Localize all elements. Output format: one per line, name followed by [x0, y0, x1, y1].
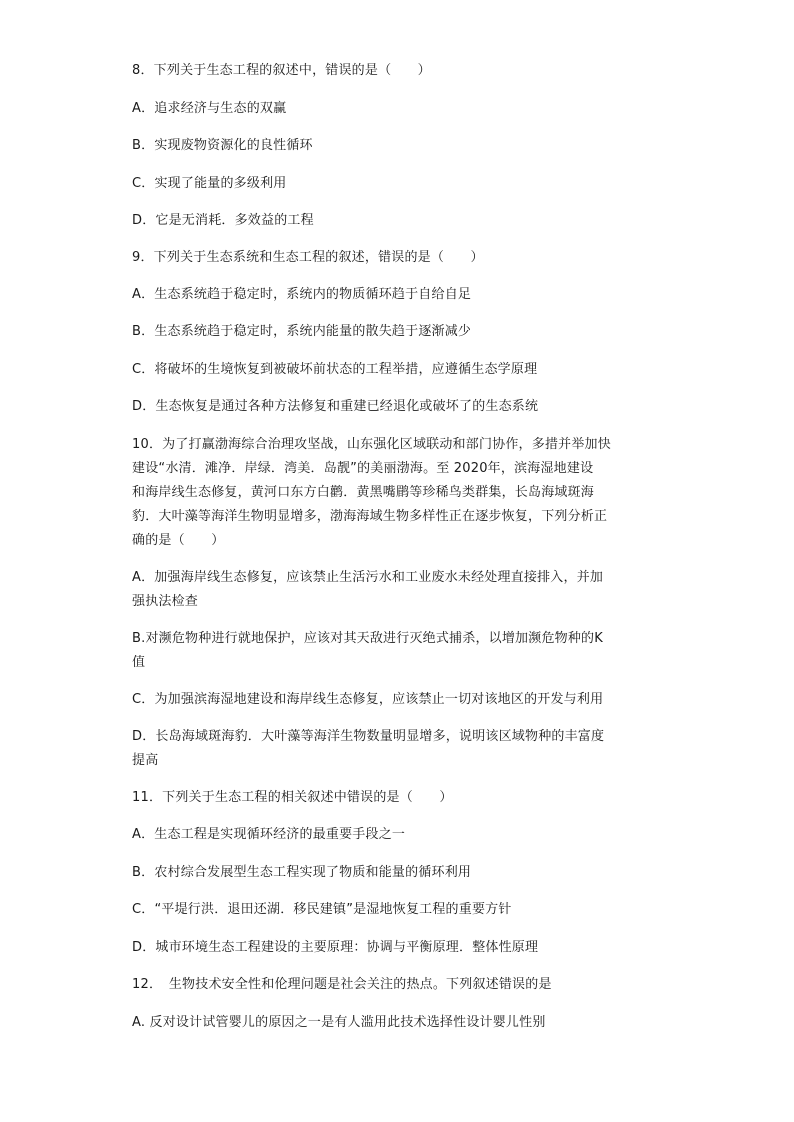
- question-10-stem-line-2: 建设“水清．滩净．岸绿．湾美．岛靓”的美丽渤海。至 2020年，滨海湿地建设: [132, 461, 594, 476]
- question-12-option-a: A. 反对设计试管婴儿的原因之一是有人滥用此技术选择性设计婴儿性别: [132, 1015, 546, 1030]
- question-10-option-d-line-2: 提高: [132, 753, 159, 768]
- question-9-stem: 9．下列关于生态系统和生态工程的叙述，错误的是（ ）: [132, 250, 484, 265]
- question-9-option-d: D．生态恢复是通过各种方法修复和重建已经退化或破坏了的生态系统: [132, 399, 539, 414]
- question-8-option-b: B．实现废物资源化的良性循环: [132, 138, 313, 153]
- question-9-option-b: B．生态系统趋于稳定时，系统内能量的散失趋于逐渐减少: [132, 324, 472, 339]
- question-9-option-a: A．生态系统趋于稳定时，系统内的物质循环趋于自给自足: [132, 287, 472, 302]
- question-10-stem-line-1: 10．为了打赢渤海综合治理攻坚战，山东强化区域联动和部门协作，多措并举加快: [132, 437, 611, 452]
- question-11-option-a: A．生态工程是实现循环经济的最重要手段之一: [132, 827, 406, 842]
- question-10-option-c: C．为加强滨海湿地建设和海岸线生态修复，应该禁止一切对该地区的开发与利用: [132, 692, 604, 707]
- question-10-stem-line-3: 和海岸线生态修复，黄河口东方白鹳．黄黑嘴鹛等珍稀鸟类群集，长岛海域斑海: [132, 485, 595, 500]
- question-10-option-a-line-1: A．加强海岸线生态修复，应该禁止生活污水和工业废水未经处理直接排入，并加: [132, 570, 604, 585]
- question-8-option-c: C．实现了能量的多级利用: [132, 176, 287, 191]
- question-8-option-a: A．追求经济与生态的双赢: [132, 101, 287, 116]
- question-10-option-a-line-2: 强执法检查: [132, 594, 199, 609]
- question-11-stem: 11．下列关于生态工程的相关叙述中错误的是（ ）: [132, 790, 453, 805]
- question-8-option-d: D．它是无消耗．多效益的工程: [132, 213, 314, 228]
- question-9-option-c: C．将破坏的生境恢复到被破坏前状态的工程举措，应遵循生态学原理: [132, 362, 538, 377]
- question-11-option-b: B．农村综合发展型生态工程实现了物质和能量的循环利用: [132, 865, 472, 880]
- question-8-stem: 8．下列关于生态工程的叙述中，错误的是（ ）: [132, 63, 431, 78]
- question-10-option-d-line-1: D．长岛海域斑海豹．大叶藻等海洋生物数量明显增多，说明该区域物种的丰富度: [132, 729, 605, 744]
- question-11-option-d: D．城市环境生态工程建设的主要原理：协调与平衡原理．整体性原理: [132, 940, 539, 955]
- question-10-stem-line-5: 确的是（ ）: [132, 533, 225, 548]
- question-11-option-c: C．“平堤行洪．退田还湖．移民建镇”是湿地恢复工程的重要方针: [132, 902, 512, 917]
- question-10-option-b-line-2: 值: [132, 655, 146, 670]
- question-12-stem: 12． 生物技术安全性和伦理问题是社会关注的热点。下列叙述错误的是: [132, 977, 552, 992]
- question-10-option-b-line-1: B.对濒危物种进行就地保护，应该对其天敌进行灭绝式捕杀，以增加濒危物种的K: [132, 631, 603, 646]
- question-10-stem-line-4: 豹．大叶藻等海洋生物明显增多，渤海海域生物多样性正在逐步恢复，下列分析正: [132, 509, 608, 524]
